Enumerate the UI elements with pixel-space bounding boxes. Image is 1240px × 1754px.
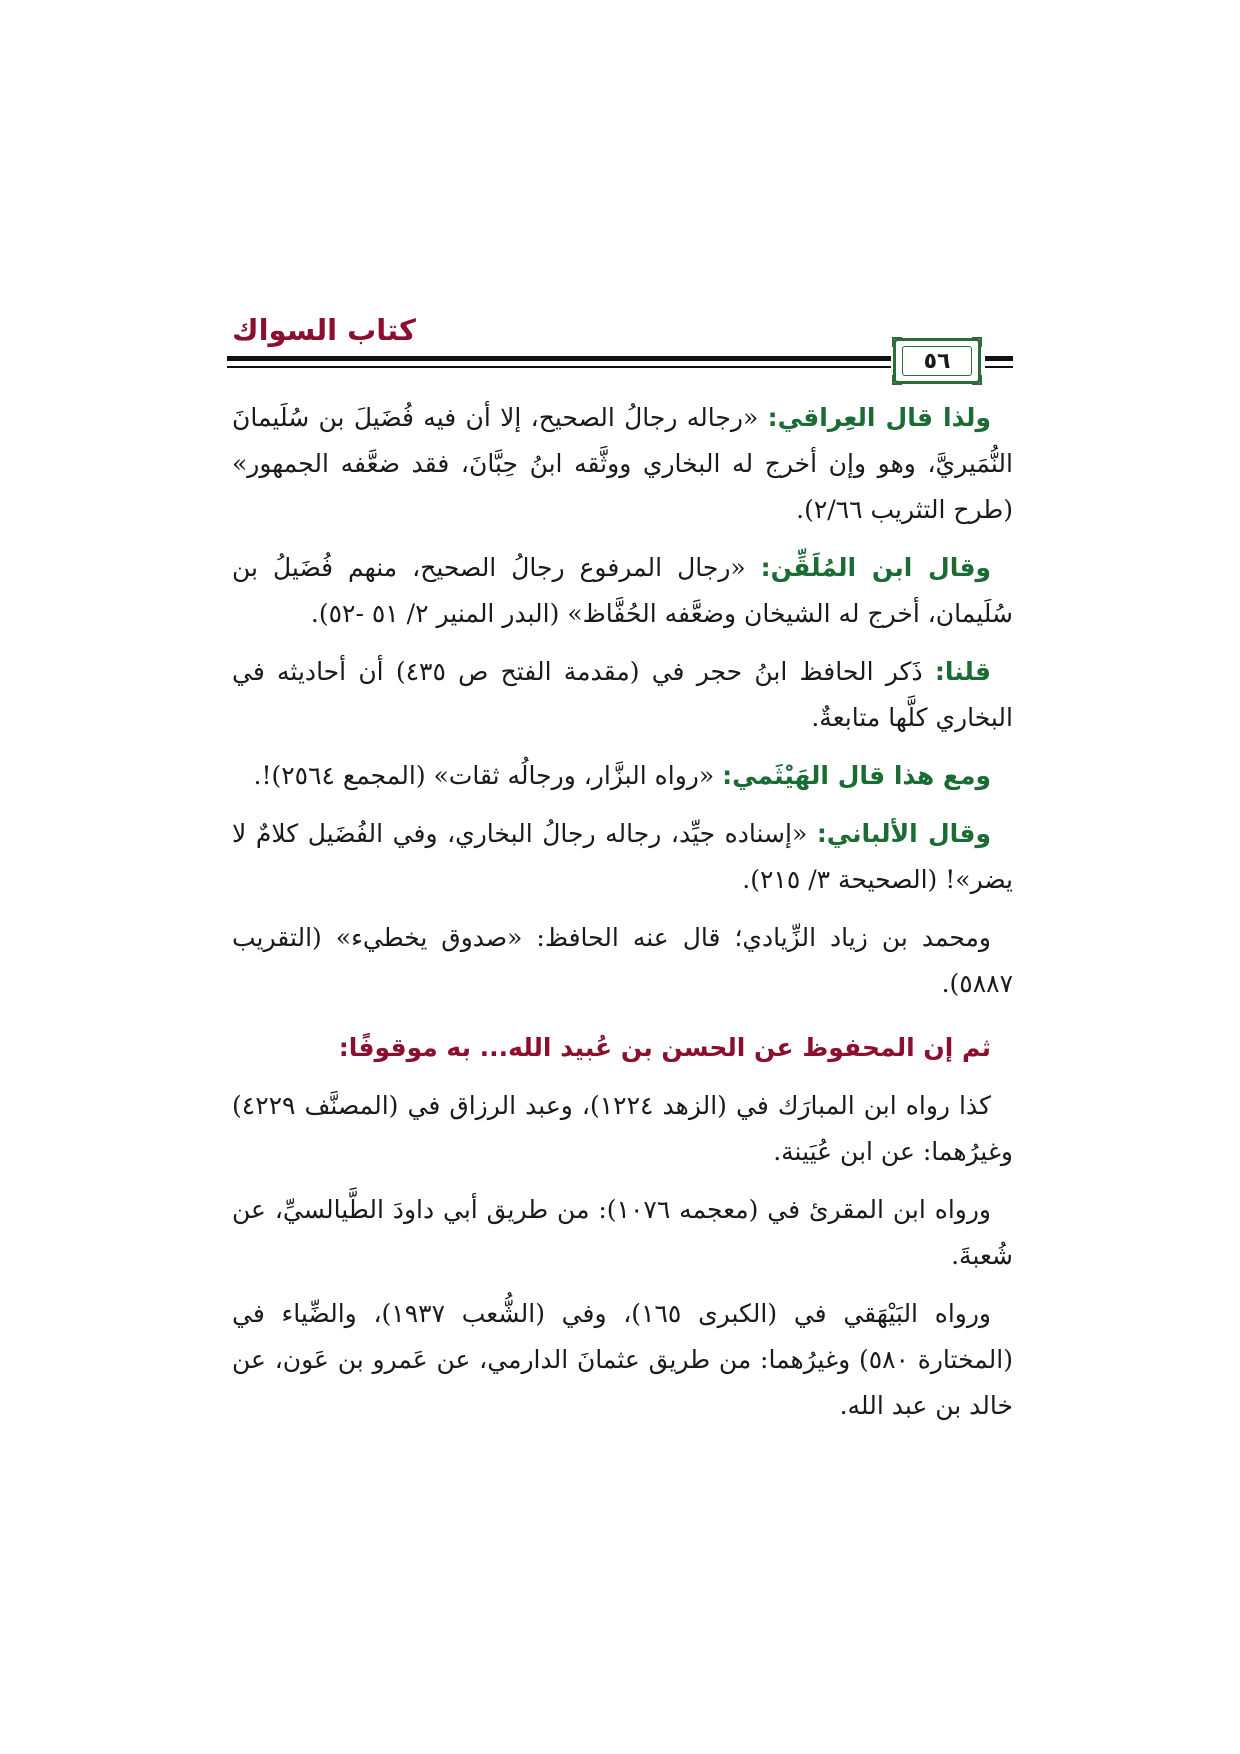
paragraph-bayhaqi: ورواه البَيْهَقي في (الكبرى ١٦٥)، وفي (الشُّعب ١٩٣٧)، والضِّياء في (المختارة ٥٨٠) وغيرُهما: من طريق عثمانَ الدارمي، عن عَمرو بن عَون، عن خالد بن عبد الله. bbox=[232, 1299, 1013, 1420]
section-heading: ثم إن المحفوظ عن الحسن بن عُبيد الله... به موقوفًا: bbox=[338, 1033, 991, 1062]
page-number-badge bbox=[893, 338, 981, 384]
paragraph-text: «رجاله رجالُ الصحيح، إلا أن فيه فُضَيلَ بن سُلَيمانَ النُّمَيريَّ، وهو وإن أخرج له البخاري ووثَّقه ابنُ حِبَّانَ، فقد ضعَّفه الجمهور» (طرح التثريب ٢/٦٦). bbox=[232, 403, 1013, 524]
page-number: ٥٦ bbox=[902, 346, 972, 376]
ornament-corner-icon bbox=[972, 375, 982, 385]
header-rule-right-thin bbox=[985, 366, 1013, 368]
paragraph-ibn-mubarak: كذا رواه ابن المبارَك في (الزهد ١٢٢٤)، وعبد الرزاق في (المصنَّف ٤٢٢٩) وغيرُهما: عن ابن عُيَينة. bbox=[232, 1091, 1013, 1166]
paragraph-iraqi bbox=[232, 395, 1013, 533]
paragraph-albani bbox=[232, 811, 1013, 903]
paragraph-ziyadi bbox=[232, 915, 1013, 1007]
page-body bbox=[232, 395, 1013, 1441]
header-rule-thin bbox=[227, 366, 891, 368]
ornament-corner-icon bbox=[892, 375, 902, 385]
paragraph-text: «إسناده جيِّد، رجاله رجالُ البخاري، وفي الفُضَيل كلامٌ لا يضر»! (الصحيحة ٣/ ٢١٥). bbox=[232, 819, 1013, 894]
header-rule-right-thick bbox=[985, 356, 1013, 361]
paragraph-text: «رواه البزَّار، ورجالُه ثقات» (المجمع ٢٥٦٤)!. bbox=[253, 761, 723, 790]
paragraph-lead: وقال الألباني: bbox=[816, 819, 991, 848]
paragraph-lead: ولذا قال العِراقي: bbox=[767, 403, 991, 432]
paragraph-lead: قلنا: bbox=[934, 657, 991, 686]
header-rule-thick bbox=[227, 356, 891, 361]
paragraph-lead: ومع هذا قال الهَيْثَمي: bbox=[722, 761, 991, 790]
paragraph-ibn-muqri: ورواه ابن المقرئ في (معجمه ١٠٧٦): من طريق أبي داودَ الطَّيالسيِّ، عن شُعبةَ. bbox=[232, 1195, 1013, 1270]
paragraph-mulaqqin bbox=[232, 545, 1013, 637]
ornament-corner-icon bbox=[972, 337, 982, 347]
ornament-corner-icon bbox=[892, 337, 902, 347]
paragraph-qulna bbox=[232, 649, 1013, 741]
paragraph-haythami bbox=[232, 753, 1013, 799]
paragraph-text: ذَكر الحافظ ابنُ حجر في (مقدمة الفتح ص ٤٣٥) أن أحاديثه في البخاري كلَّها متابعةٌ. bbox=[232, 657, 1013, 732]
paragraph-text: ومحمد بن زياد الزِّيادي؛ قال عنه الحافظ: «صدوق يخطيء» (التقريب ٥٨٨٧). bbox=[232, 923, 1013, 998]
paragraph-lead: وقال ابن المُلَقِّن: bbox=[760, 553, 991, 582]
book-title: كتاب السواك bbox=[232, 313, 416, 347]
paragraph-text: «رجال المرفوع رجالُ الصحيح، منهم فُضَيلُ بن سُلَيمان، أخرج له الشيخان وضعَّفه الحُفَّاظ» (البدر المنير ٢/ ٥١ -٥٢). bbox=[232, 553, 1013, 628]
